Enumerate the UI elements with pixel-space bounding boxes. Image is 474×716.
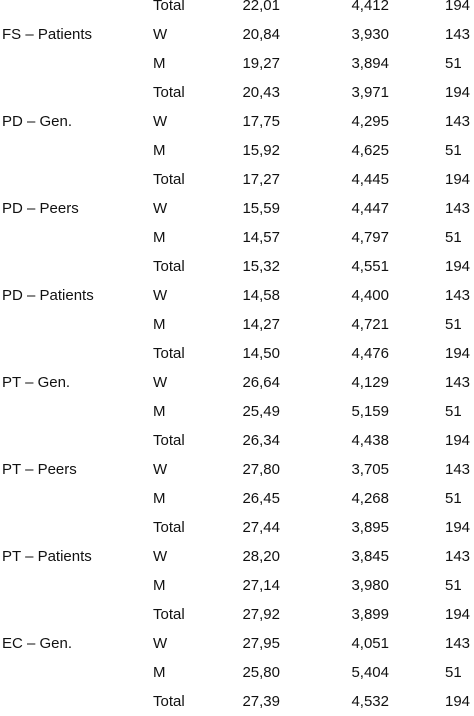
n-cell: 194 (445, 345, 471, 362)
sd-cell: 3,971 (351, 84, 389, 101)
table-row (0, 484, 474, 513)
n-cell: 194 (445, 606, 471, 623)
sd-cell: 3,980 (351, 577, 389, 594)
n-cell: 194 (445, 432, 471, 449)
sex-cell: Total (153, 693, 185, 710)
sex-cell: M (153, 142, 166, 159)
n-cell: 51 (445, 664, 462, 681)
sd-cell: 3,845 (351, 548, 389, 565)
n-cell: 51 (445, 490, 462, 507)
table-row (0, 20, 474, 49)
table-row (0, 165, 474, 194)
mean-cell: 20,84 (242, 26, 280, 43)
table-row (0, 542, 474, 571)
sex-cell: M (153, 229, 166, 246)
n-cell: 143 (445, 200, 471, 217)
table-row (0, 426, 474, 455)
sex-cell: Total (153, 0, 185, 14)
mean-cell: 27,95 (242, 635, 280, 652)
sd-cell: 5,159 (351, 403, 389, 420)
table-row (0, 0, 474, 20)
group-cell: FS – Patients (2, 26, 93, 43)
sex-cell: W (153, 200, 168, 217)
table-row (0, 281, 474, 310)
sex-cell: W (153, 548, 168, 565)
n-cell: 194 (445, 0, 471, 14)
table-row (0, 600, 474, 629)
table-row (0, 455, 474, 484)
n-cell: 143 (445, 461, 471, 478)
n-cell: 194 (445, 258, 471, 275)
mean-cell: 15,92 (242, 142, 280, 159)
n-cell: 51 (445, 142, 462, 159)
table-row (0, 136, 474, 165)
sex-cell: W (153, 26, 168, 43)
mean-cell: 27,14 (242, 577, 280, 594)
mean-cell: 22,01 (242, 0, 280, 14)
sex-cell: Total (153, 258, 185, 275)
mean-cell: 15,32 (242, 258, 280, 275)
table-row (0, 687, 474, 716)
table-row (0, 49, 474, 78)
sex-cell: Total (153, 345, 185, 362)
sd-cell: 4,476 (351, 345, 389, 362)
group-cell: EC – Gen. (2, 635, 73, 652)
n-cell: 143 (445, 374, 471, 391)
table-row (0, 513, 474, 542)
sex-cell: Total (153, 432, 185, 449)
table-row (0, 397, 474, 426)
sd-cell: 3,705 (351, 461, 389, 478)
n-cell: 143 (445, 635, 471, 652)
table-row (0, 194, 474, 223)
mean-cell: 26,45 (242, 490, 280, 507)
group-cell: PT – Peers (2, 461, 77, 478)
mean-cell: 17,27 (242, 171, 280, 188)
n-cell: 194 (445, 693, 471, 710)
n-cell: 143 (445, 113, 471, 130)
sd-cell: 4,532 (351, 693, 389, 710)
sd-cell: 4,400 (351, 287, 389, 304)
sd-cell: 4,051 (351, 635, 389, 652)
mean-cell: 14,58 (242, 287, 280, 304)
sex-cell: W (153, 374, 168, 391)
sex-cell: M (153, 316, 166, 333)
group-cell: PD – Gen. (2, 113, 73, 130)
n-cell: 143 (445, 548, 471, 565)
sex-cell: M (153, 664, 166, 681)
mean-cell: 27,44 (242, 519, 280, 536)
group-cell: PD – Peers (2, 200, 79, 217)
sd-cell: 3,930 (351, 26, 389, 43)
mean-cell: 17,75 (242, 113, 280, 130)
mean-cell: 15,59 (242, 200, 280, 217)
sd-cell: 3,894 (351, 55, 389, 72)
sex-cell: W (153, 113, 168, 130)
sd-cell: 4,721 (351, 316, 389, 333)
group-cell: PT – Gen. (2, 374, 71, 391)
sd-cell: 3,899 (351, 606, 389, 623)
table-row (0, 339, 474, 368)
mean-cell: 20,43 (242, 84, 280, 101)
sd-cell: 4,447 (351, 200, 389, 217)
n-cell: 51 (445, 229, 462, 246)
sd-cell: 3,895 (351, 519, 389, 536)
mean-cell: 26,34 (242, 432, 280, 449)
sex-cell: W (153, 287, 168, 304)
mean-cell: 26,64 (242, 374, 280, 391)
sex-cell: M (153, 490, 166, 507)
mean-cell: 14,27 (242, 316, 280, 333)
n-cell: 51 (445, 316, 462, 333)
sd-cell: 4,129 (351, 374, 389, 391)
mean-cell: 28,20 (242, 548, 280, 565)
sex-cell: Total (153, 84, 185, 101)
sex-cell: Total (153, 606, 185, 623)
n-cell: 194 (445, 171, 471, 188)
mean-cell: 25,49 (242, 403, 280, 420)
table-row (0, 107, 474, 136)
sd-cell: 4,412 (351, 0, 389, 14)
n-cell: 143 (445, 26, 471, 43)
mean-cell: 14,50 (242, 345, 280, 362)
table-row (0, 310, 474, 339)
table-row (0, 252, 474, 281)
table-row (0, 658, 474, 687)
mean-cell: 27,80 (242, 461, 280, 478)
sex-cell: W (153, 461, 168, 478)
n-cell: 51 (445, 577, 462, 594)
sex-cell: W (153, 635, 168, 652)
sd-cell: 5,404 (351, 664, 389, 681)
sd-cell: 4,445 (351, 171, 389, 188)
mean-cell: 14,57 (242, 229, 280, 246)
n-cell: 194 (445, 84, 471, 101)
n-cell: 194 (445, 519, 471, 536)
sex-cell: M (153, 577, 166, 594)
mean-cell: 25,80 (242, 664, 280, 681)
sd-cell: 4,438 (351, 432, 389, 449)
sd-cell: 4,797 (351, 229, 389, 246)
mean-cell: 19,27 (242, 55, 280, 72)
mean-cell: 27,92 (242, 606, 280, 623)
sd-cell: 4,551 (351, 258, 389, 275)
mean-cell: 27,39 (242, 693, 280, 710)
n-cell: 51 (445, 55, 462, 72)
table-row (0, 571, 474, 600)
table-row (0, 78, 474, 107)
sex-cell: Total (153, 171, 185, 188)
table-row (0, 223, 474, 252)
table-row (0, 629, 474, 658)
sex-cell: M (153, 403, 166, 420)
sd-cell: 4,295 (351, 113, 389, 130)
sd-cell: 4,625 (351, 142, 389, 159)
n-cell: 143 (445, 287, 471, 304)
sd-cell: 4,268 (351, 490, 389, 507)
n-cell: 51 (445, 403, 462, 420)
table-row (0, 368, 474, 397)
sex-cell: Total (153, 519, 185, 536)
sex-cell: M (153, 55, 166, 72)
group-cell: PT – Patients (2, 548, 92, 565)
group-cell: PD – Patients (2, 287, 94, 304)
